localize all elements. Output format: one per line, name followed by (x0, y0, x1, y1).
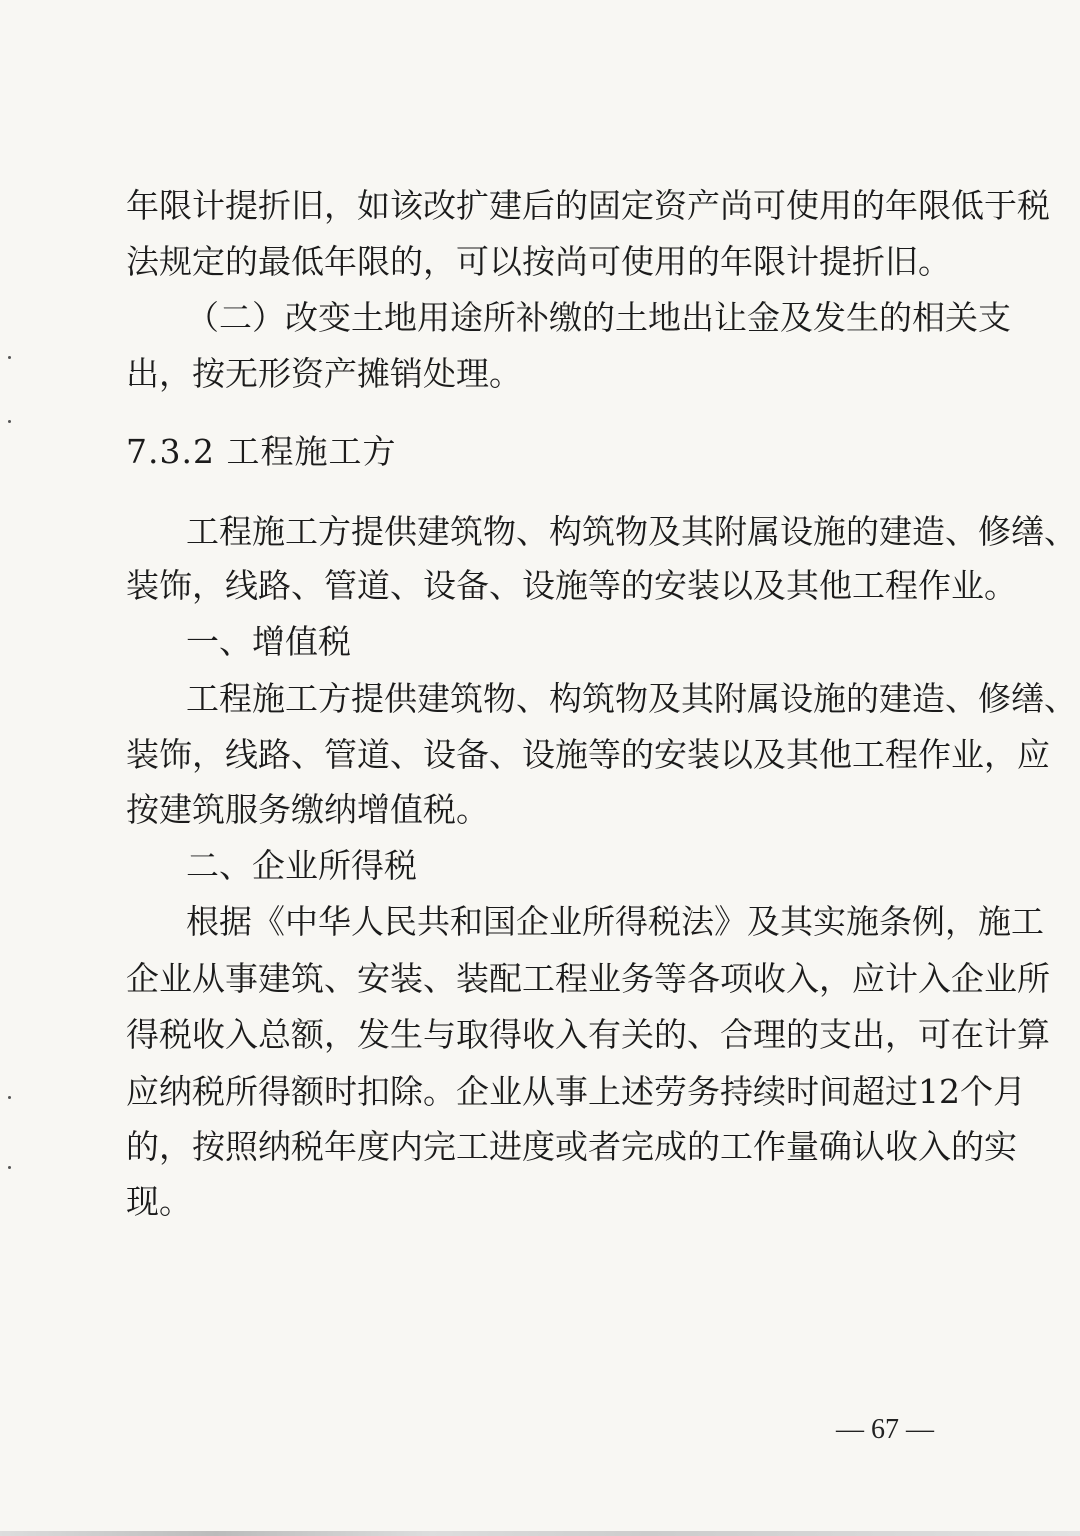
text-line: 装饰，线路、管道、设备、设施等的安装以及其他工程作业。 (126, 566, 1017, 605)
text-line: 法规定的最低年限的，可以按尚可使用的年限计提折旧。 (126, 242, 951, 281)
text-line: 工程施工方提供建筑物、构筑物及其附属设施的建造、修缮、 (186, 679, 1077, 718)
scan-mark (8, 420, 11, 423)
text-line: 应纳税所得额时扣除。企业从事上述劳务持续时间超过12个月 (126, 1072, 1026, 1111)
subheading: 一、增值税 (186, 622, 351, 661)
text-line: 的，按照纳税年度内完工进度或者完成的工作量确认收入的实 (126, 1127, 1017, 1166)
section-heading: 7.3.2 工程施工方 (126, 432, 397, 471)
scan-bottom-edge (0, 1531, 1080, 1536)
text-line: 根据《中华人民共和国企业所得税法》及其实施条例，施工 (186, 902, 1044, 941)
text-line: 出，按无形资产摊销处理。 (126, 354, 522, 393)
page-number: — 67 — (836, 1414, 934, 1445)
text-line: 得税收入总额，发生与取得收入有关的、合理的支出，可在计算 (126, 1015, 1050, 1054)
scan-mark (8, 1166, 11, 1169)
text-line: 企业从事建筑、安装、装配工程业务等各项收入，应计入企业所 (126, 959, 1050, 998)
text-line: 年限计提折旧，如该改扩建后的固定资产尚可使用的年限低于税 (126, 186, 1050, 225)
scan-mark (8, 356, 11, 359)
text-line: 按建筑服务缴纳增值税。 (126, 790, 489, 829)
text-line: 装饰，线路、管道、设备、设施等的安装以及其他工程作业，应 (126, 735, 1050, 774)
text-line: 现。 (126, 1182, 192, 1221)
text-line: 工程施工方提供建筑物、构筑物及其附属设施的建造、修缮、 (186, 512, 1077, 551)
scan-mark (8, 1096, 11, 1099)
subheading: 二、企业所得税 (186, 846, 417, 885)
text-line: （二）改变土地用途所补缴的土地出让金及发生的相关支 (186, 298, 1011, 337)
